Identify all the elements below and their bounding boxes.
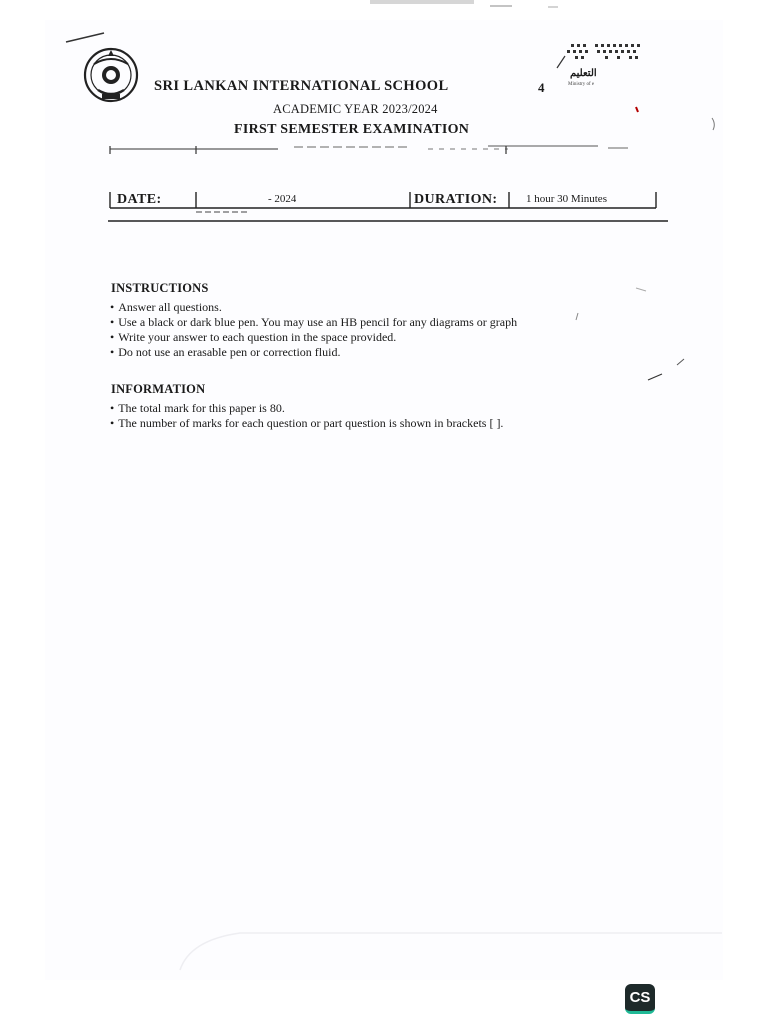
date-value: - 2024 (268, 193, 297, 204)
instructions-list (110, 300, 517, 360)
list-item: • Write your answer to each question in the space provided. (110, 330, 517, 345)
list-item: • The total mark for this paper is 80. (110, 401, 503, 416)
list-item: • Answer all questions. (110, 300, 517, 315)
information-heading: INFORMATION (111, 382, 206, 396)
duration-label: DURATION: (414, 192, 498, 205)
list-item: • Do not use an erasable pen or correction fluid. (110, 345, 517, 360)
list-item: • Use a black or dark blue pen. You may use an HB pencil for any diagrams or graph (110, 315, 517, 330)
academic-year: ACADEMIC YEAR 2023/2024 (273, 102, 438, 116)
information-list (110, 401, 503, 431)
instructions-heading: INSTRUCTIONS (111, 281, 209, 295)
ministry-subtext: Ministry of e (568, 82, 595, 87)
ministry-mark: 4 (538, 80, 545, 95)
camscanner-badge-icon: CS (625, 984, 655, 1014)
details-table (108, 142, 668, 222)
ministry-arabic-text: التعليم (570, 68, 597, 79)
date-label: DATE: (117, 192, 162, 205)
school-name: SRI LANKAN INTERNATIONAL SCHOOL (154, 78, 449, 94)
exam-title: FIRST SEMESTER EXAMINATION (234, 122, 470, 137)
list-item: • The number of marks for each question or part question is shown in brackets [ ]. (110, 416, 503, 431)
school-crest-logo (80, 44, 142, 106)
duration-value: 1 hour 30 Minutes (526, 193, 607, 204)
